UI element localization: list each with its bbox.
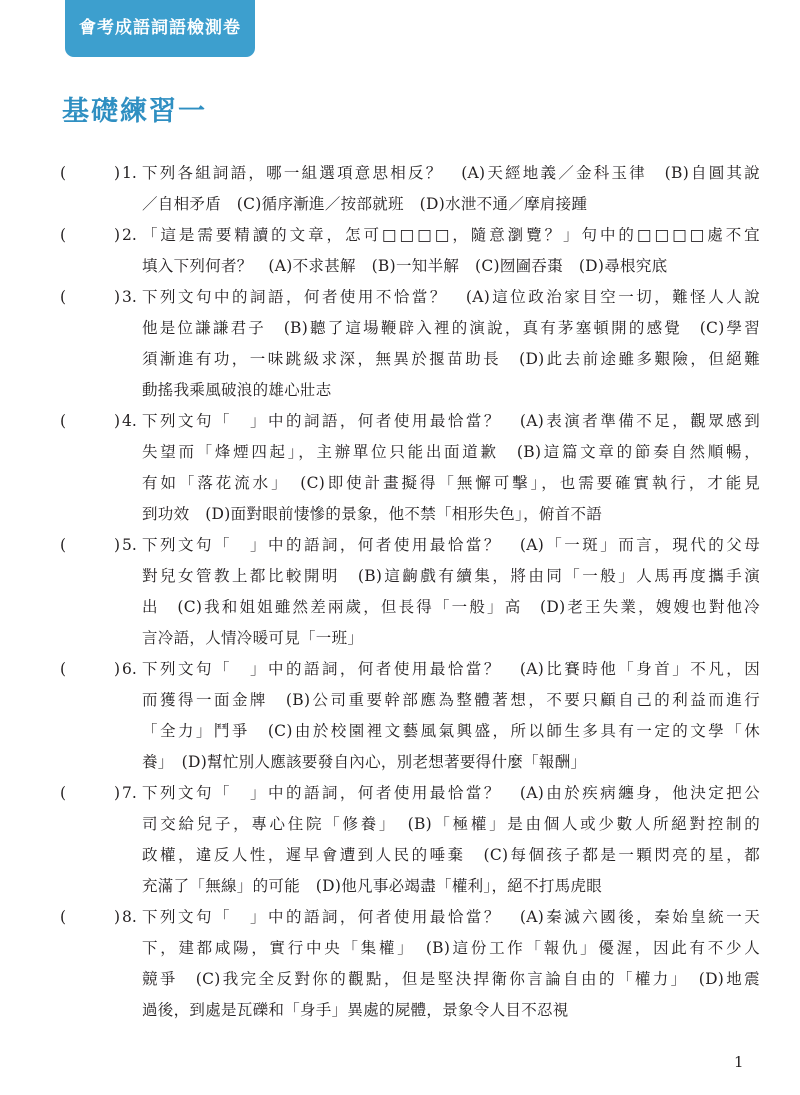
question-8 [60,902,760,1026]
question-number: 7. [122,784,137,802]
header-tab-title: 會考成語詞語檢測卷 [79,18,241,38]
question-number: 4. [122,412,137,430]
answer-bracket[interactable]: ( ) [60,164,121,182]
question-text-line: 司交給兒子，專心住院「修養」 (B)「極權」是由個人或少數人所絕對控制的 [142,815,760,833]
question-6 [60,654,760,778]
question-text-line: 出 (C)我和姐姐雖然差兩歲，但長得「一般」高 (D)老王失業，嫂嫂也對他冷 [142,598,760,616]
question-number: 6. [122,660,137,678]
question-number: 8. [122,908,137,926]
question-3 [60,282,760,406]
question-text-line: 下列各組詞語，哪一組選項意思相反？ (A)天經地義／金科玉律 (B)自圓其說 [142,164,760,182]
question-text-line: 有如「落花流水」 (C)即使計畫擬得「無懈可擊」，也需要確實執行，才能見 [142,474,760,492]
question-text-line: 養」 (D)幫忙別人應該要發自內心，別老想著要得什麼「報酬」 [142,753,587,771]
question-7 [60,778,760,902]
question-text-line: 充滿了「無線」的可能 (D)他凡事必竭盡「權利」，絕不打馬虎眼 [142,877,603,895]
answer-bracket[interactable]: ( ) [60,226,121,244]
question-text-line: 失望而「烽煙四起」，主辦單位只能出面道歉 (B)這篇文章的節奏自然順暢， [142,443,760,461]
question-list [60,158,760,1026]
question-5 [60,530,760,654]
question-text-line: 下，建都咸陽，實行中央「集權」 (B)這份工作「報仇」優渥，因此有不少人 [142,939,760,957]
question-text-line: 政權，違反人性，遲早會遭到人民的唾棄 (C)每個孩子都是一顆閃亮的星，都 [142,846,760,864]
question-text-line: 下列文句「 」中的語詞，何者使用最恰當？ (A)「一斑」而言，現代的父母 [142,536,760,554]
section-title: 基礎練習一 [62,96,207,127]
question-text-line: 到功效 (D)面對眼前悽慘的景象，他不禁「相形失色」，俯首不語 [142,505,603,523]
question-text-line: 對兒女管教上都比較開明 (B)這齣戲有續集，將由同「一般」人馬再度攜手演 [142,567,760,585]
question-1 [60,158,760,220]
answer-bracket[interactable]: ( ) [60,660,121,678]
question-text-line: 「全力」鬥爭 (C)由於校園裡文藝風氣興盛，所以師生多具有一定的文學「休 [142,722,760,740]
question-text-line: ／自相矛盾 (C)循序漸進／按部就班 (D)水泄不通／摩肩接踵 [142,195,588,213]
answer-bracket[interactable]: ( ) [60,288,121,306]
question-number: 3. [122,288,137,306]
question-number: 5. [122,536,137,554]
answer-bracket[interactable]: ( ) [60,908,121,926]
question-text-line: 下列文句中的詞語，何者使用不恰當？ (A)這位政治家目空一切，難怪人人說 [142,288,760,306]
answer-bracket[interactable]: ( ) [60,412,121,430]
question-text-line: 而獲得一面金牌 (B)公司重要幹部應為整體著想，不要只顧自己的利益而進行 [142,691,760,709]
question-2 [60,220,760,282]
question-text-line: 須漸進有功，一味跳級求深，無異於揠苗助長 (D)此去前途雖多艱險，但絕難 [142,350,760,368]
answer-bracket[interactable]: ( ) [60,784,121,802]
question-text-line: 他是位謙謙君子 (B)聽了這場鞭辟入裡的演說，真有茅塞頓開的感覺 (C)學習 [142,319,760,337]
question-text-line: 下列文句「 」中的語詞，何者使用最恰當？ (A)由於疾病纏身，他決定把公 [142,784,760,802]
answer-bracket[interactable]: ( ) [60,536,121,554]
question-text-line: 下列文句「 」中的詞語，何者使用最恰當？ (A)表演者準備不足，觀眾感到 [142,412,760,430]
question-text-line: 動搖我乘風破浪的雄心壯志 [142,381,332,399]
question-text-line: 下列文句「 」中的語詞，何者使用最恰當？ (A)比賽時他「身首」不凡，因 [142,660,760,678]
question-text-line: 下列文句「 」中的語詞，何者使用最恰當？ (A)秦滅六國後，秦始皇統一天 [142,908,760,926]
page-number: 1 [734,1053,744,1071]
question-4 [60,406,760,530]
question-text-line: 競爭 (C)我完全反對你的觀點，但是堅決捍衛你言論自由的「權力」 (D)地震 [142,970,760,988]
question-text-line: 填入下列何者？ (A)不求甚解 (B)一知半解 (C)囫圇吞棗 (D)尋根究底 [142,257,668,275]
header-tab [65,0,255,57]
question-number: 1. [122,164,137,182]
question-number: 2. [122,226,137,244]
question-text-line: 過後，到處是瓦礫和「身手」異處的屍體，景象令人目不忍視 [142,1001,569,1019]
question-text-line: 「這是需要精讀的文章，怎可□□□□，隨意瀏覽？」句中的□□□□處不宜 [142,226,760,244]
question-text-line: 言冷語，人情冷暖可見「一班」 [142,629,364,647]
